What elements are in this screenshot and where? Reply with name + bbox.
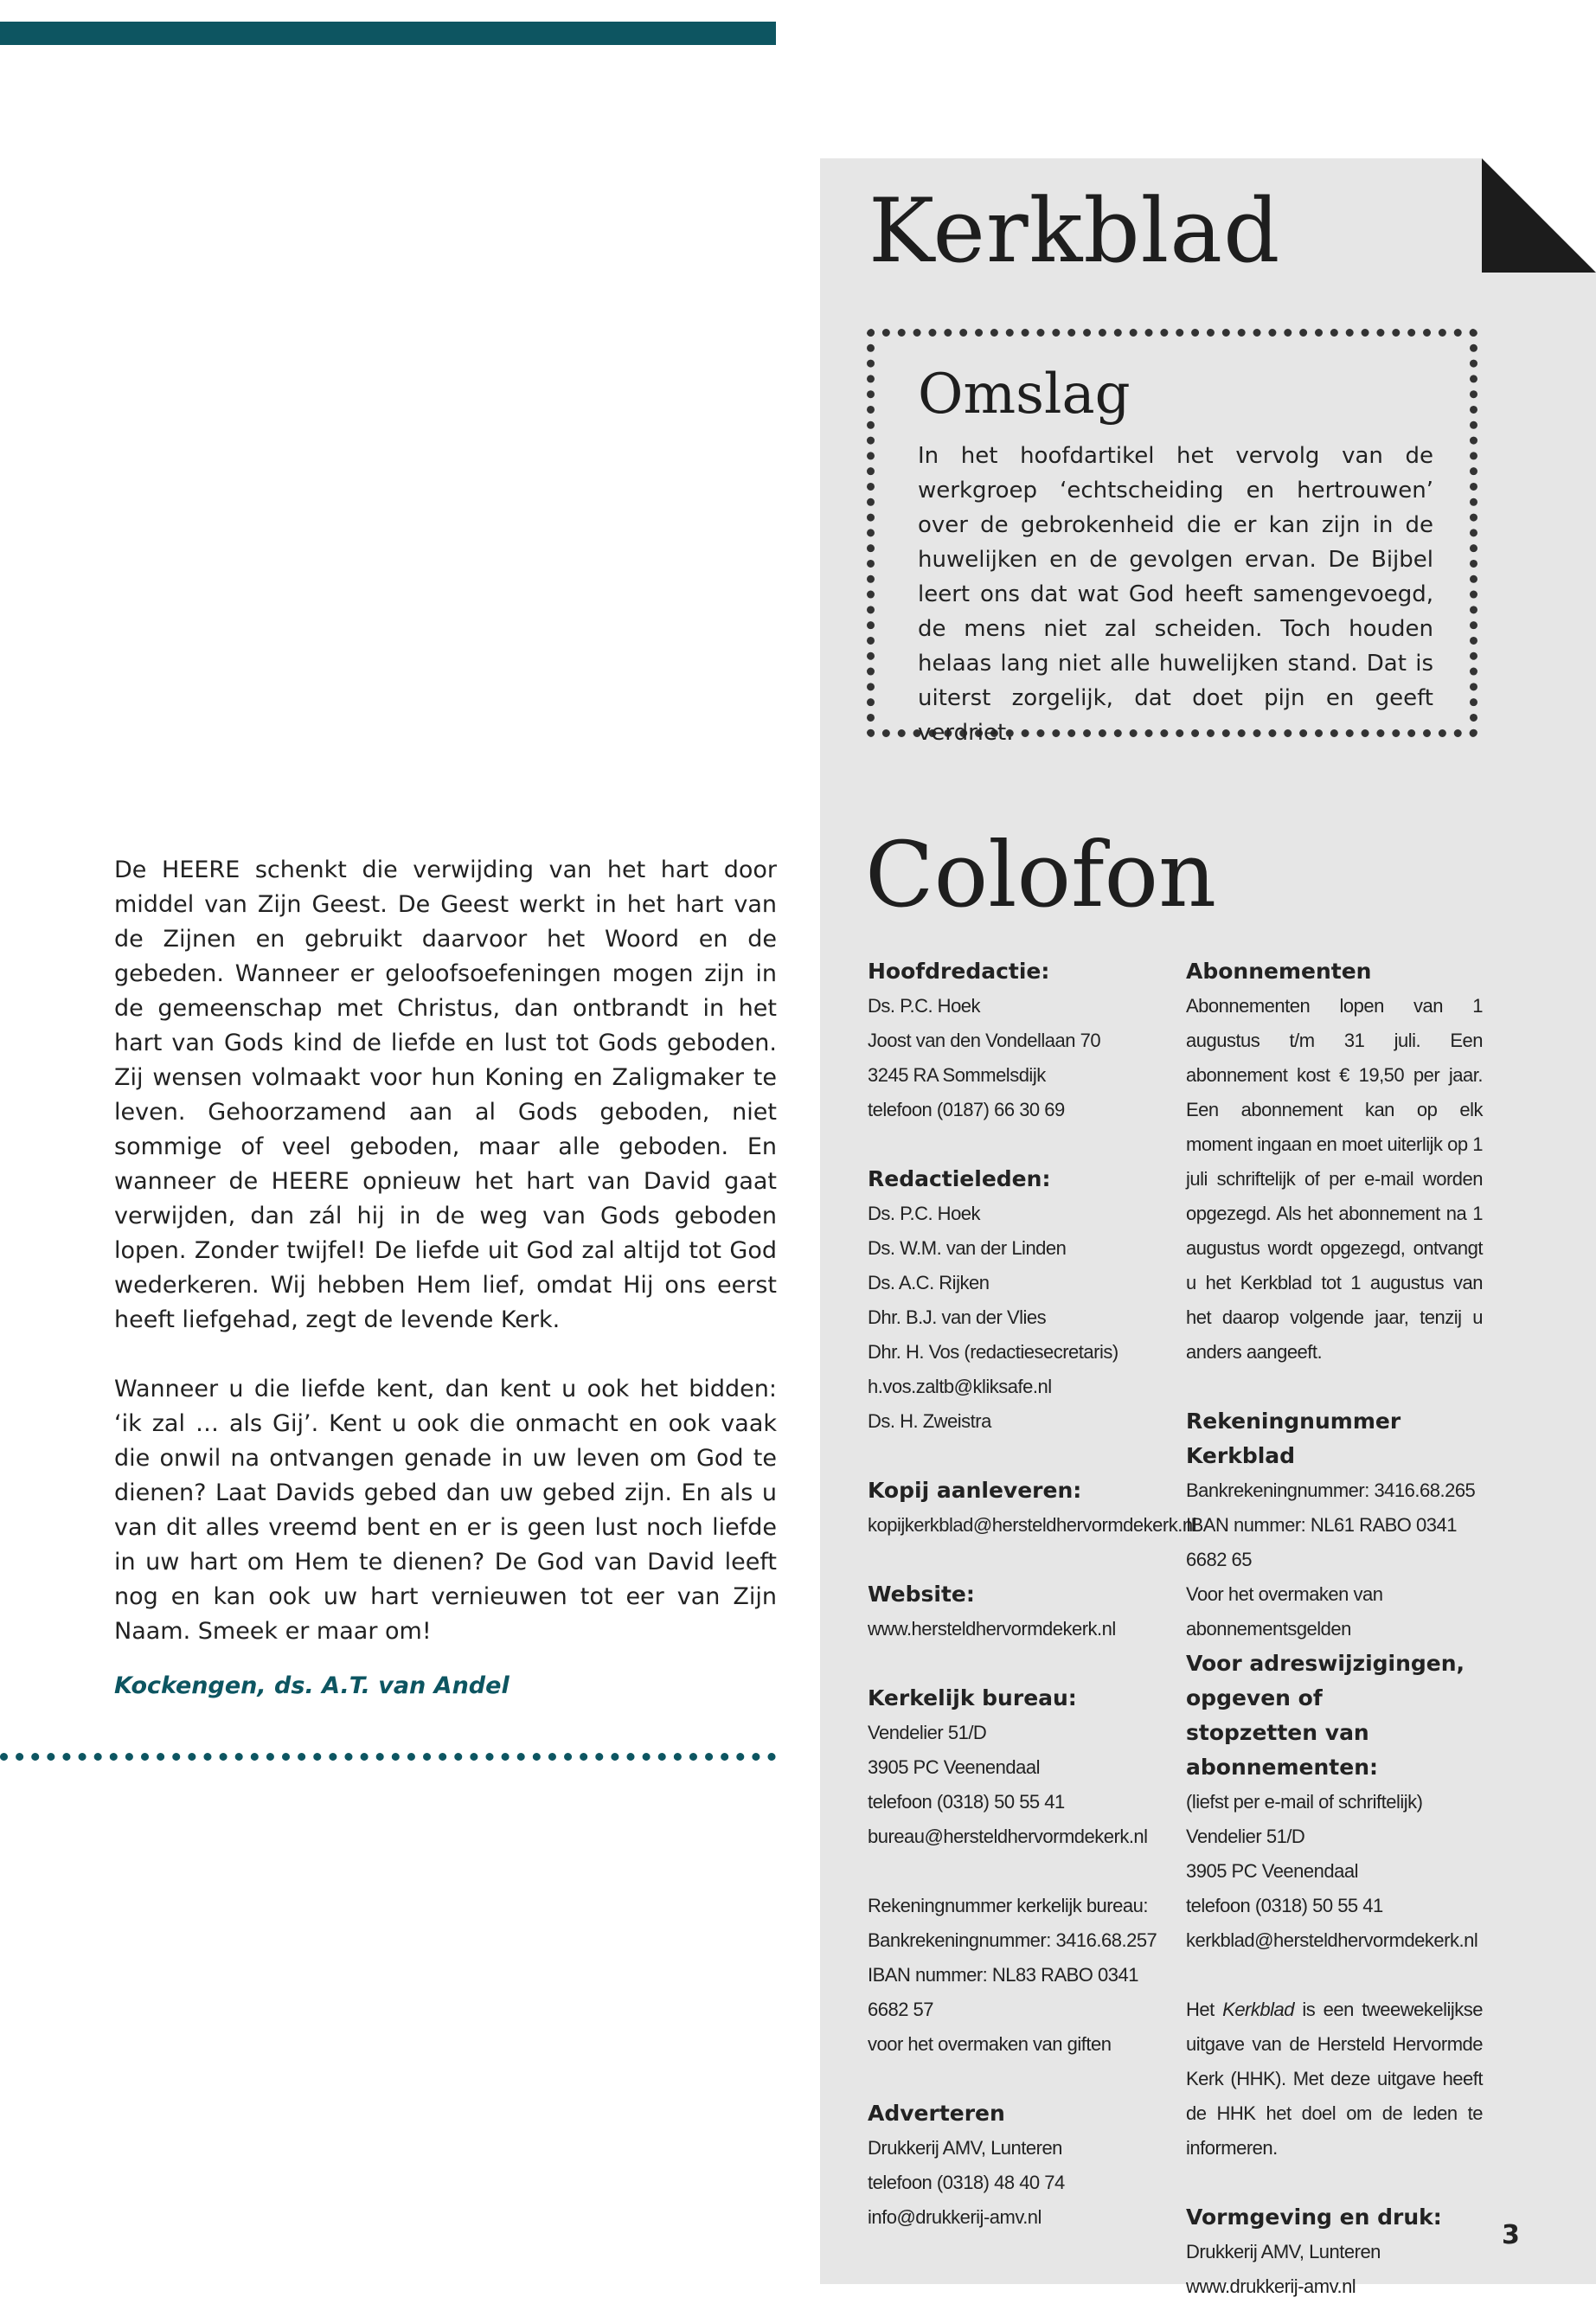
abonnementen-heading: Abonnementen (1186, 959, 1372, 984)
article-author: Kockengen, ds. A.T. van Andel (114, 1672, 510, 1699)
kopij-heading: Kopij aanleveren: (868, 1478, 1082, 1503)
about-italic-title: Kerkblad (1222, 1999, 1294, 2020)
colofon-right-column (1186, 954, 1483, 2304)
rekening-kerkblad-line: abonnementsgelden (1186, 1618, 1351, 1640)
colofon-title: Colofon (865, 822, 1217, 927)
bureau-line: telefoon (0318) 50 55 41 (868, 1791, 1065, 1813)
colofon-left-column (868, 954, 1196, 2235)
adreswijziging-heading: Voor adreswijzigingen, (1186, 1651, 1465, 1676)
rekening-bureau-line: voor het overmaken van giften (868, 2033, 1112, 2055)
hoofdredactie-line: Ds. P.C. Hoek (868, 995, 981, 1017)
redactielid-line: Ds. P.C. Hoek (868, 1203, 981, 1224)
magazine-title: Kerkblad (869, 180, 1281, 283)
redactielid-line: Ds. W.M. van der Linden (868, 1237, 1067, 1259)
rekening-kerkblad-line: Voor het overmaken van (1186, 1583, 1383, 1605)
vormgeving-heading: Vormgeving en druk: (1186, 2205, 1442, 2230)
bureau-line: 3905 PC Veenendaal (868, 1756, 1040, 1778)
redactielid-line: Dhr. H. Vos (redactiesecretaris) (868, 1341, 1118, 1363)
omslag-box (867, 329, 1477, 746)
hoofdredactie-line: telefoon (0187) 66 30 69 (868, 1099, 1065, 1120)
redactielid-line: Ds. A.C. Rijken (868, 1272, 990, 1293)
abonnementen-text: Abonnementen lopen van 1 augustus t/m 31 juli. Een abonnement kost € 19,50 per jaar. Een abonnement kan op elk moment ingaan en moet uiterlijk op 1 juli schriftelijk of per e-mail worden opgezegd. Als het abonnement na 1 augustus wordt opgezegd, ontvangt u het Kerkblad tot 1 augustus van het daarop volgende jaar, tenzij u anders aangeeft. (1186, 995, 1483, 1363)
adverteren-heading: Adverteren (868, 2101, 1005, 2126)
omslag-title: Omslag (918, 363, 1131, 427)
adverteren-email: info@drukkerij-amv.nl (868, 2206, 1042, 2228)
adreswijziging-line: 3905 PC Veenendaal (1186, 1860, 1358, 1882)
adreswijziging-line: Vendelier 51/D (1186, 1826, 1305, 1847)
adreswijziging-line: (liefst per e-mail of schriftelijk) (1186, 1791, 1423, 1813)
vormgeving-line: Drukkerij AMV, Lunteren (1186, 2241, 1381, 2262)
rekening-kerkblad-heading: Rekeningnummer Kerkblad (1186, 1409, 1401, 1468)
omslag-text: In het hoofdartikel het vervolg van de werkgroep ‘echtscheiding en hertrouwen’ over de gebrokenheid die er kan zijn in de huwelijken en de gevolgen ervan. De Bijbel leert ons dat wat God heeft samengevoegd, de mens niet zal scheiden. Toch houden helaas lang niet alle huwelijken stand. Dat is uiterst zorgelijk, dat doet pijn en geeft verdriet. (918, 443, 1433, 746)
hoofdredactie-heading: Hoofdredactie: (868, 959, 1050, 984)
website-heading: Website: (868, 1582, 975, 1607)
hoofdredactie-line: Joost van den Vondellaan 70 (868, 1030, 1101, 1051)
rekening-bureau-line: Rekeningnummer kerkelijk bureau: (868, 1895, 1148, 1916)
page-number: 3 (1502, 2220, 1520, 2250)
adreswijziging-heading: stopzetten van (1186, 1720, 1369, 1745)
redactielid-email: h.vos.zaltb@kliksafe.nl (868, 1376, 1052, 1397)
hoofdredactie-line: 3245 RA Sommelsdijk (868, 1064, 1046, 1086)
adreswijziging-line: telefoon (0318) 50 55 41 (1186, 1895, 1383, 1916)
kopij-email: kopijkerkblad@hersteldhervormdekerk.nl (868, 1514, 1196, 1536)
adreswijziging-email: kerkblad@hersteldhervormdekerk.nl (1186, 1929, 1478, 1951)
header-accent-bar (0, 22, 776, 45)
redactieleden-heading: Redactieleden: (868, 1166, 1051, 1191)
redactielid-line: Dhr. B.J. van der Vlies (868, 1306, 1047, 1328)
adreswijziging-heading: opgeven of (1186, 1685, 1323, 1710)
about-prefix: Het (1186, 1999, 1223, 2020)
adverteren-line: telefoon (0318) 48 40 74 (868, 2172, 1065, 2193)
about-kerkblad-text (1186, 1993, 1483, 2166)
rekening-kerkblad-line: Bankrekeningnummer: 3416.68.265 (1186, 1479, 1476, 1501)
bureau-line: Vendelier 51/D (868, 1722, 987, 1743)
bureau-email: bureau@hersteldhervormdekerk.nl (868, 1826, 1148, 1847)
dotted-divider (0, 1753, 776, 1761)
website-url: www.hersteldhervormdekerk.nl (868, 1618, 1116, 1640)
vormgeving-url: www.drukkerij-amv.nl (1186, 2275, 1356, 2297)
rekening-bureau-line: IBAN nummer: NL83 RABO 0341 6682 57 (868, 1964, 1138, 2020)
article-paragraph: Wanneer u die liefde kent, dan kent u ook het bidden: ‘ik zal … als Gij’. Kent u ook die onmacht en ook vaak die onwil na ontvangen genade in uw leven om God te dienen? Laat Davids gebed dan uw gebed zijn. En als u van dit alles vreemd bent en er is geen lust noch liefde in uw hart om Hem te dienen? De God van David leeft nog en kan ook uw hart vernieuwen tot eer van Zijn Naam. Smeek er maar om! (114, 1376, 777, 1645)
bureau-heading: Kerkelijk bureau: (868, 1685, 1077, 1710)
article-body (114, 853, 777, 1684)
page-corner-fold-icon (1482, 158, 1596, 273)
adreswijziging-heading: abonnementen: (1186, 1755, 1378, 1780)
rekening-kerkblad-line: IBAN nummer: NL61 RABO 0341 6682 65 (1186, 1514, 1457, 1570)
about-suffix: is een tweewekelijkse uitgave van de Hersteld Hervormde Kerk (HHK). Met deze uitgave heeft de HHK het doel om de leden te informeren. (1186, 1999, 1483, 2159)
article-paragraph: De HEERE schenkt die verwijding van het hart door middel van Zijn Geest. De Geest werkt in het hart van de Zijnen en gebruikt daarvoor het Woord en de gebeden. Wanneer er geloofsoefeningen mogen zijn in de gemeenschap met Christus, dan ontbrandt in het hart van Gods kind de liefde en lust tot Gods geboden. Zij wensen volmaakt voor hun Koning en Zaligmaker te leven. Gehoorzamend aan al Gods geboden, niet sommige of veel geboden, maar alle geboden. En wanneer de HEERE opnieuw het hart van David gaat verwijden, dan zál hij in de weg van Gods geboden lopen. Zonder twijfel! De liefde uit God zal altijd tot God wederkeren. Wij hebben Hem lief, omdat Hij ons eerst heeft liefgehad, zegt de levende Kerk. (114, 857, 777, 1333)
rekening-bureau-line: Bankrekeningnummer: 3416.68.257 (868, 1929, 1157, 1951)
adverteren-line: Drukkerij AMV, Lunteren (868, 2137, 1062, 2159)
redactielid-line: Ds. H. Zweistra (868, 1410, 991, 1432)
